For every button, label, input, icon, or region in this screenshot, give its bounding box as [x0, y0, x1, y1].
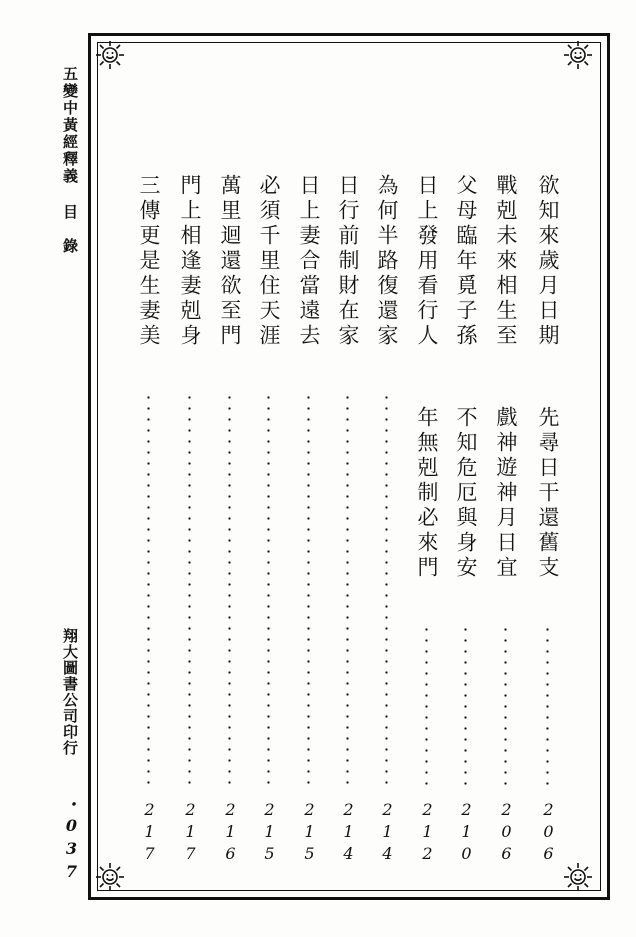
sun-ornament-icon [563, 862, 593, 892]
entry-text: 三傳更是生妻美 [137, 174, 161, 349]
entry-text: 戰剋未來相生至 [494, 174, 518, 349]
book-title: 五變中黃經釋義 [61, 66, 79, 185]
leader-dots [464, 624, 467, 790]
entry-page-number: 214 [339, 800, 358, 866]
entry-page-number: 206 [539, 800, 558, 866]
entry-page-number: 214 [378, 800, 397, 866]
leader-dots [385, 392, 388, 790]
entry-page-number: 215 [300, 800, 319, 866]
leader-dots [307, 392, 310, 790]
entry-page-number: 206 [497, 800, 516, 866]
entry-text: 門上相逢妻剋身 [178, 174, 202, 349]
leader-dots [346, 392, 349, 790]
sun-ornament-icon [563, 40, 593, 70]
entry-page-number: 212 [418, 800, 437, 866]
entry-text: 萬里迴還欲至門 [218, 174, 242, 349]
toc-entry [175, 174, 205, 874]
entry-text: 必須千里住天涯 [257, 174, 281, 349]
entry-text: 父母臨年覓子孫 [454, 174, 478, 349]
sun-ornament-icon [95, 40, 125, 70]
toc-entry [533, 174, 563, 874]
leader-dots [504, 624, 507, 790]
leader-dots [425, 624, 428, 790]
entry-page-number: 210 [457, 800, 476, 866]
section-label: 目 錄 [61, 204, 79, 255]
toc-entry [294, 174, 324, 874]
toc-entry [451, 174, 481, 874]
toc-entry [412, 174, 442, 874]
entry-page-number: 215 [260, 800, 279, 866]
entry-page-number: 217 [140, 800, 159, 866]
sun-ornament-icon [95, 862, 125, 892]
toc-entry [372, 174, 402, 874]
toc-entry [491, 174, 521, 874]
publisher-imprint: 翔大圖書公司印行 [61, 628, 79, 756]
entry-text-continued: 先尋日干還舊支 [536, 406, 560, 581]
toc-entry [215, 174, 245, 874]
toc-entry [134, 174, 164, 874]
leader-dots [147, 392, 150, 790]
entry-text: 日上妻合當遠去 [297, 174, 321, 349]
leader-dots [228, 392, 231, 790]
toc-entry [333, 174, 363, 874]
leader-dots [188, 392, 191, 790]
entry-page-number: 217 [181, 800, 200, 866]
entry-text: 為何半路復還家 [375, 174, 399, 349]
entry-text-continued: 年無剋制必來門 [415, 406, 439, 581]
entry-text: 日上發用看行人 [415, 174, 439, 349]
entry-page-number: 216 [221, 800, 240, 866]
entry-text-continued: 不知危厄與身安 [454, 406, 478, 581]
entry-text-continued: 戲神遊神月日宜 [494, 406, 518, 581]
leader-dots [546, 624, 549, 790]
toc-entry [254, 174, 284, 874]
entry-text: 欲知來歲月日期 [536, 174, 560, 349]
entry-text: 日行前制財在家 [336, 174, 360, 349]
leader-dots [267, 392, 270, 790]
page-number: ・037 [62, 796, 81, 885]
